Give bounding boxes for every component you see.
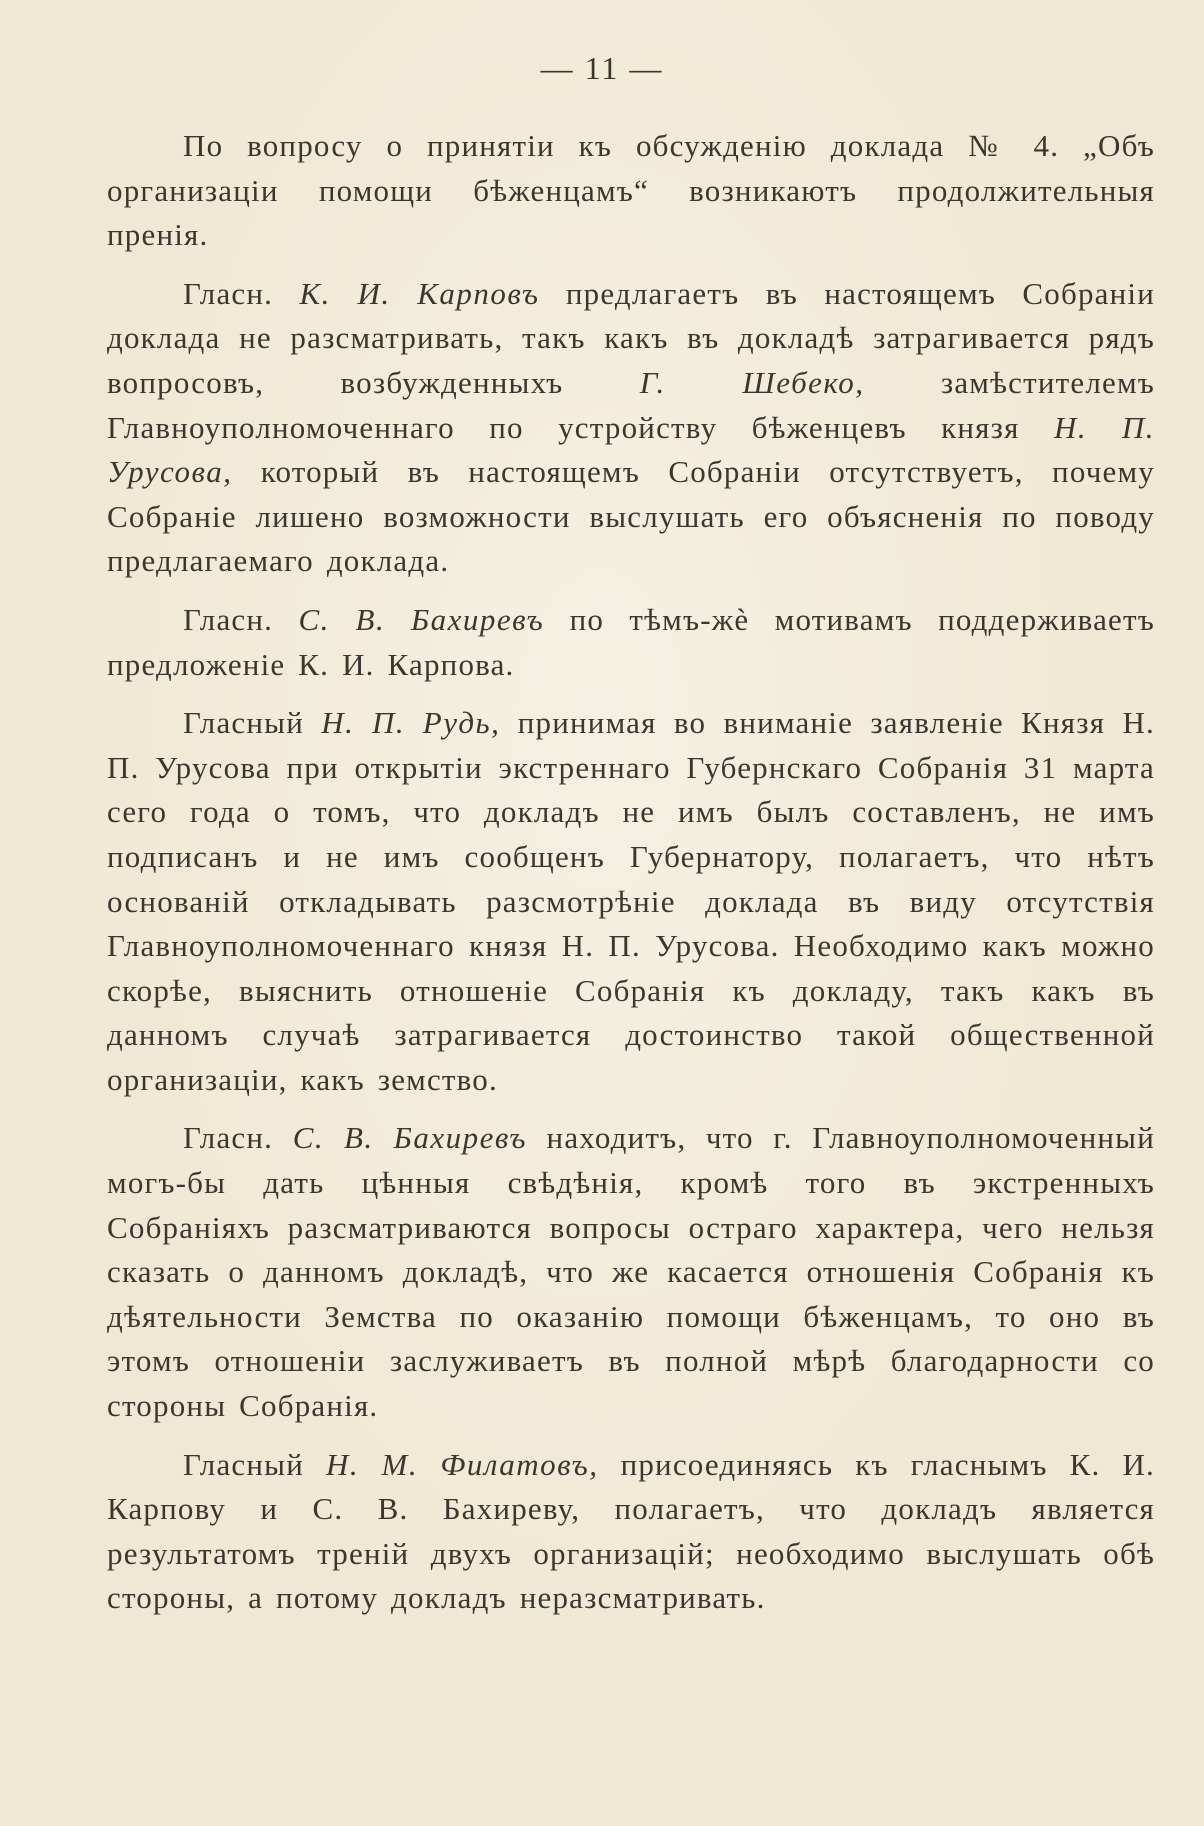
paragraph-6-prefix: Гласный	[183, 1446, 327, 1482]
paragraph-4-prefix: Гласный	[183, 705, 322, 741]
paragraph-2-text: предлагаетъ въ настоящемъ Собраніи доклада не разсматривать, такъ какъ въ докладѣ затрагивается рядъ вопросовъ, возбужденныхъ	[107, 275, 1155, 400]
paragraph-6-speaker: Н. М. Филатовъ,	[326, 1446, 599, 1482]
paragraph-2-name-2: Г. Шебеко,	[639, 364, 865, 400]
paragraph-6	[107, 1443, 1155, 1621]
paragraph-2-speaker: К. И. Карповъ	[299, 275, 540, 311]
paragraph-2	[107, 272, 1155, 584]
paragraph-5-prefix: Гласн.	[183, 1120, 293, 1156]
paragraph-4-text: принимая во вниманіе заявленіе Князя Н. П. Урусова при открытіи экстреннаго Губернскаго Собранія 31 марта сего года о томъ, что докладъ не имъ былъ составленъ, не имъ подписанъ и не имъ сообщенъ Губернатору, полагаетъ, что нѣтъ основаній откладывать разсмотрѣніе доклада въ виду отсутствія Главноуполномоченнаго князя Н. П. Урусова. Необходимо какъ можно скорѣе, выяснить отношеніе Собранія къ докладу, такъ какъ въ данномъ случаѣ затрагивается достоинство такой общественной организаціи, какъ земство.	[107, 705, 1156, 1097]
paragraph-3-speaker: С. В. Бахиревъ	[298, 601, 545, 637]
paragraph-1	[107, 124, 1155, 258]
paragraph-3	[107, 598, 1155, 687]
paragraph-5	[107, 1116, 1155, 1428]
paragraph-5-speaker: С. В. Бахиревъ	[292, 1120, 527, 1156]
page-number: — 11 —	[540, 50, 664, 86]
paragraph-6-text: присоединяясь къ гласнымъ К. И. Карпову и С. В. Бахиреву, полагаетъ, что докладъ является результатомъ треній двухъ организацій; необходимо выслушать обѣ стороны, а потому докладъ неразсматривать.	[107, 1446, 1156, 1616]
paragraph-5-text: находитъ, что г. Главноуполномоченный могъ-бы дать цѣнныя свѣдѣнія, кромѣ того въ экстренныхъ Собраніяхъ разсматриваются вопросы остраго характера, чего нельзя сказать о данномъ докладѣ, что же касается отношенія Собранія къ дѣятельности Земства по оказанію помощи бѣженцамъ, то оно въ этомъ отношеніи заслуживаетъ въ полной мѣрѣ благодарности со стороны Собранія.	[107, 1120, 1155, 1424]
paragraph-3-prefix: Гласн.	[183, 601, 299, 637]
paragraph-1-text: По вопросу о принятіи къ обсужденію доклада № 4. „Объ организаціи помощи бѣженцамъ“ возникаютъ продолжительныя пренія.	[107, 128, 1155, 253]
paragraph-4-speaker: Н. П. Рудь,	[321, 705, 501, 741]
paragraph-4	[107, 701, 1155, 1102]
paragraph-2-text-2: замѣстителемъ Главноуполномоченнаго по устройству бѣженцевъ князя	[107, 364, 1156, 445]
paragraph-3-text: по тѣмъ-жѐ мотивамъ поддерживаетъ предложеніе К. И. Карпова.	[107, 601, 1155, 682]
paragraph-2-name-3: Н. П. Урусова,	[107, 409, 1155, 490]
paragraph-2-text-3: который въ настоящемъ Собраніи отсутствуетъ, почему Собраніе лишено возможности выслушать его объясненія по поводу предлагаемаго доклада.	[107, 454, 1155, 579]
paragraph-2-prefix: Гласн.	[183, 275, 300, 311]
body-text	[107, 124, 1155, 1635]
